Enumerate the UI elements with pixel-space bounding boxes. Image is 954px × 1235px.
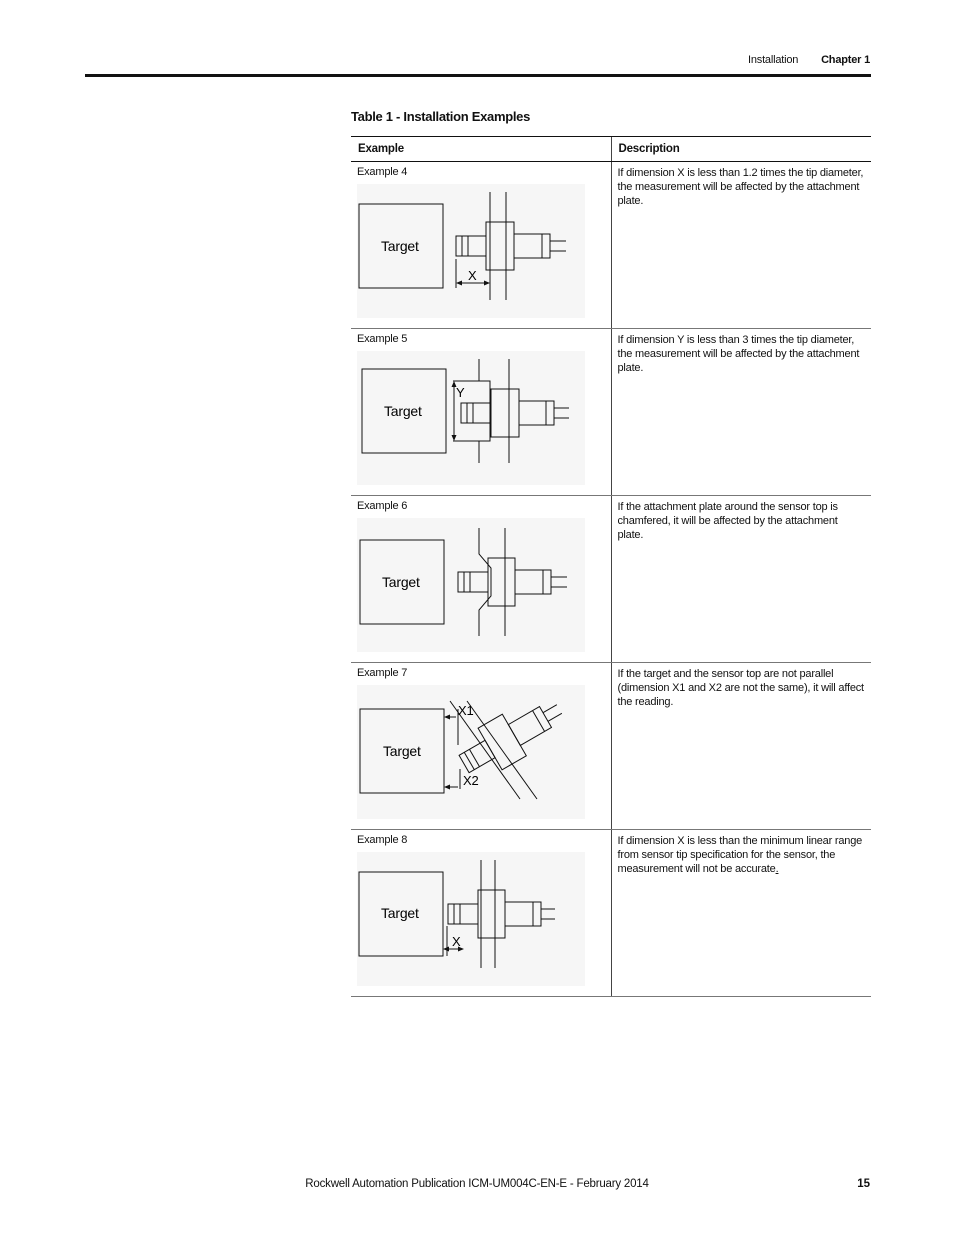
- table-header-row: [351, 137, 871, 162]
- example-cell: [351, 830, 611, 997]
- dimension-label: X1: [458, 703, 474, 718]
- example-cell: [351, 329, 611, 496]
- description-cell: If dimension X is less than 1.2 times the tip diameter, the measurement will be affected by the attachment plate.: [611, 162, 871, 329]
- example-5-diagram: [357, 351, 585, 485]
- table-row: [351, 663, 871, 830]
- column-header-description: Description: [611, 137, 871, 162]
- table-row: [351, 329, 871, 496]
- description-cell: If dimension Y is less than 3 times the tip diameter, the measurement will be affected by the attachment plate.: [611, 329, 871, 496]
- target-label: Target: [382, 574, 420, 590]
- example-label: Example 6: [357, 500, 408, 512]
- page-number: 15: [857, 1178, 870, 1190]
- header-chapter: Chapter 1: [821, 54, 870, 66]
- table-title: Table 1 - Installation Examples: [351, 109, 531, 124]
- example-label: Example 4: [357, 166, 408, 178]
- description-text: If dimension X is less than the minimum linear range from sensor tip specification for the sensor, the measurement will not be accurate: [617, 835, 863, 875]
- target-label: Target: [384, 403, 422, 419]
- running-header: [748, 54, 870, 66]
- example-8-diagram: [357, 852, 585, 986]
- footer-publication: Rockwell Automation Publication ICM-UM004C-EN-E - February 2014: [305, 1178, 649, 1190]
- dimension-label: X: [468, 268, 477, 283]
- table-row: [351, 830, 871, 997]
- header-rule: [85, 74, 871, 77]
- example-label: Example 8: [357, 834, 408, 846]
- example-label: Example 5: [357, 333, 408, 345]
- example-cell: [351, 162, 611, 329]
- description-cell: If the target and the sensor top are not parallel (dimension X1 and X2 are not the same), it will affect the reading.: [611, 663, 871, 830]
- dimension-label: X2: [463, 773, 479, 788]
- table-row: [351, 162, 871, 329]
- table-row: [351, 496, 871, 663]
- dimension-label: X: [452, 934, 461, 949]
- example-7-diagram: [357, 685, 585, 819]
- target-label: Target: [381, 905, 419, 921]
- example-6-diagram: [357, 518, 585, 652]
- installation-examples-table: [351, 136, 871, 997]
- example-cell: [351, 663, 611, 830]
- example-cell: [351, 496, 611, 663]
- example-4-diagram: [357, 184, 585, 318]
- target-label: Target: [383, 743, 421, 759]
- description-cell: If the attachment plate around the sensor top is chamfered, it will be affected by the attachment plate.: [611, 496, 871, 663]
- dimension-label: Y: [456, 385, 465, 400]
- column-header-example: Example: [351, 137, 611, 162]
- target-label: Target: [381, 238, 419, 254]
- header-section-title: Installation: [748, 54, 799, 66]
- description-cell: [611, 830, 871, 997]
- description-end-mark: .: [775, 863, 779, 875]
- example-label: Example 7: [357, 667, 408, 679]
